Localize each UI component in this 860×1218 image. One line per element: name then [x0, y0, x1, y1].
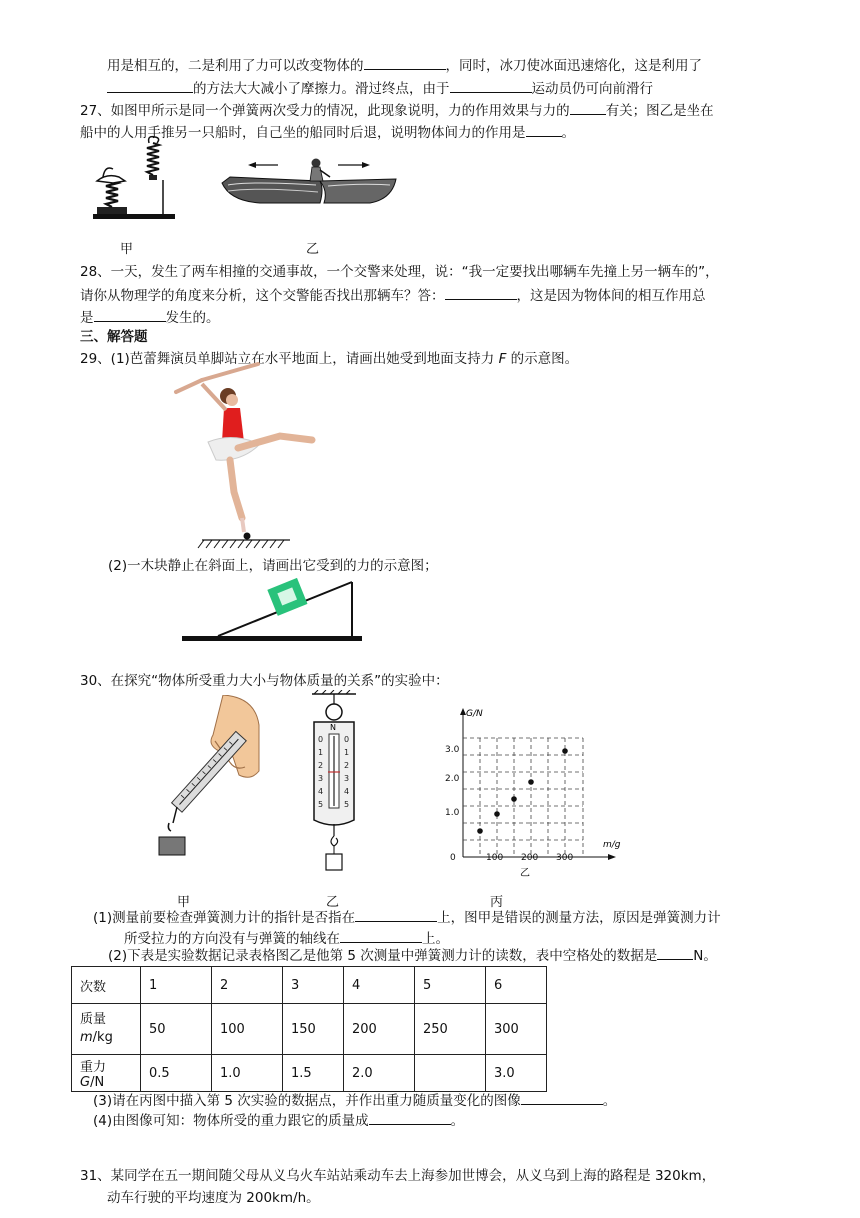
- q31-line1: 31、某同学在五一期间随父母从义乌火车站站乘动车去上海参加世博会，从义乌到上海的路程是 320km，: [80, 1168, 716, 1184]
- q28-line2: 请你从物理学的角度来分析，这个交警能否找出那辆车？答： ，这是因为物体间的相互作用总: [80, 285, 706, 306]
- table-cell: 重力 G/N: [72, 1055, 141, 1092]
- x-tick-200: 200: [521, 853, 539, 863]
- q30-s3: (3)请在丙图中描入第 5 次实验的数据点，并作出重力随质量变化的图像 。: [93, 1090, 616, 1111]
- caption-jia-30: 甲: [177, 895, 191, 910]
- scale-left-5: 5: [318, 800, 324, 809]
- scale-left-1: 1: [318, 748, 324, 757]
- answer-blank[interactable]: [340, 928, 422, 943]
- caption-yi-30: 乙: [326, 895, 340, 910]
- table-cell: 4: [344, 967, 415, 1004]
- table-cell: 1.5: [283, 1055, 344, 1092]
- scale-right-4: 4: [344, 787, 350, 796]
- answer-blank[interactable]: [355, 907, 437, 922]
- table-cell: 150: [283, 1004, 344, 1055]
- table-cell: 次数: [72, 967, 141, 1004]
- table-row: [72, 967, 547, 1004]
- ballerina-figure: [172, 362, 322, 552]
- table-cell: 5: [415, 967, 486, 1004]
- answer-blank[interactable]: [107, 78, 193, 93]
- scale-left-4: 4: [318, 787, 324, 796]
- table-cell-empty[interactable]: [415, 1055, 486, 1092]
- data-point-6: [562, 748, 568, 754]
- table-cell: 3: [283, 967, 344, 1004]
- answer-blank[interactable]: [94, 307, 166, 322]
- y-tick-1: 1.0: [445, 808, 460, 818]
- answer-blank[interactable]: [369, 1110, 451, 1125]
- table-cell: 300: [486, 1004, 547, 1055]
- scale-left-0: 0: [318, 735, 324, 744]
- y-tick-3: 3.0: [445, 745, 460, 755]
- q31-line2: 动车行驶的平均速度为 200km/h。: [107, 1190, 320, 1206]
- scale-right-3: 3: [344, 774, 350, 783]
- data-table: [71, 966, 547, 1092]
- table-cell: 100: [212, 1004, 283, 1055]
- table-row: [72, 1055, 547, 1092]
- data-point-3: [511, 796, 517, 802]
- boats-figure: [220, 155, 398, 213]
- answer-blank[interactable]: [570, 100, 606, 115]
- incline-figure: [182, 576, 362, 646]
- data-point-2: [494, 811, 500, 817]
- table-cell: 1: [141, 967, 212, 1004]
- scale-right-0: 0: [344, 735, 350, 744]
- x-tick-0: 0: [450, 853, 456, 863]
- scale-left-3: 3: [318, 774, 324, 783]
- caption-jia: 甲: [120, 242, 134, 257]
- table-cell: 6: [486, 967, 547, 1004]
- y-tick-2: 2.0: [445, 774, 460, 784]
- scale-left-2: 2: [318, 761, 324, 770]
- section-heading: 三、解答题: [80, 329, 148, 345]
- q30-s1: (1)测量前要检查弹簧测力计的指针是否指在 上，图甲是错误的测量方法，原因是弹簧测力计: [93, 907, 721, 928]
- gravity-graph: [440, 700, 630, 880]
- q29-part1: 29、(1)芭蕾舞演员单脚站立在水平地面上，请画出她受到地面支持力 F 的示意图。: [80, 351, 579, 367]
- data-point-4: [528, 779, 534, 785]
- table-cell: 0.5: [141, 1055, 212, 1092]
- table-cell: 2.0: [344, 1055, 415, 1092]
- scale-right-5: 5: [344, 800, 350, 809]
- q27-line2: 船中的人用手推另一只船时，自己坐的船同时后退，说明物体间力的作用是 。: [80, 122, 575, 143]
- q30-s4: (4)由图像可知：物体所受的重力跟它的质量成 。: [93, 1110, 464, 1131]
- table-row: [72, 1004, 547, 1055]
- q29-part2: (2)一木块静止在斜面上，请画出它受到的力的示意图；: [108, 558, 438, 574]
- answer-blank[interactable]: [657, 945, 693, 960]
- q30-intro: 30、在探究“物体所受重力大小与物体质量的关系”的实验中：: [80, 673, 449, 689]
- graph-x-label: m/g: [603, 840, 621, 850]
- answer-blank[interactable]: [526, 122, 562, 137]
- x-tick-300: 300: [556, 853, 574, 863]
- q28-line1: 28、一天，发生了两车相撞的交通事故，一个交警来处理，说：“我一定要找出哪辆车先撞上另一辆车的”，: [80, 264, 719, 280]
- table-cell: 3.0: [486, 1055, 547, 1092]
- answer-blank[interactable]: [450, 78, 532, 93]
- q28-line3: 是 发生的。: [80, 307, 220, 328]
- q30-s2: (2)下表是实验数据记录表格图乙是他第 5 次测量中弹簧测力计的读数，表中空格处的数据是 N。: [108, 945, 717, 966]
- table-cell: 50: [141, 1004, 212, 1055]
- q26-line1: 用是相互的，二是利用了力可以改变物体的 ，同时，冰刀使冰面迅速熔化，这是利用了: [107, 55, 702, 76]
- graph-y-label: G/N: [466, 709, 483, 719]
- spring-figure: [85, 135, 180, 225]
- data-point-1: [477, 828, 483, 834]
- q30-s1-cont: 所受拉力的方向没有与弹簧的轴线在 上。: [124, 928, 449, 949]
- scale-right-1: 1: [344, 748, 350, 757]
- q27-line1: 27、如图甲所示是同一个弹簧两次受力的情况，此现象说明，力的作用效果与力的 有关；图乙是坐在: [80, 100, 714, 121]
- table-cell: 200: [344, 1004, 415, 1055]
- hand-scale-figure: [155, 695, 265, 865]
- q26-line2: 的方法大大减小了摩擦力。滑过终点，由于 运动员仍可向前滑行: [107, 78, 653, 99]
- table-cell: 250: [415, 1004, 486, 1055]
- table-cell: 2: [212, 967, 283, 1004]
- scale-unit: N: [330, 723, 336, 732]
- answer-blank[interactable]: [445, 285, 517, 300]
- answer-blank[interactable]: [521, 1090, 603, 1105]
- graph-sub-caption: 乙: [520, 868, 530, 879]
- table-cell: 质量 m/kg: [72, 1004, 141, 1055]
- scale-right-2: 2: [344, 761, 350, 770]
- x-tick-100: 100: [486, 853, 504, 863]
- caption-yi: 乙: [306, 242, 320, 257]
- spring-scale-figure: [306, 690, 362, 876]
- answer-blank[interactable]: [364, 55, 446, 70]
- caption-bing: 丙: [490, 895, 504, 910]
- table-cell: 1.0: [212, 1055, 283, 1092]
